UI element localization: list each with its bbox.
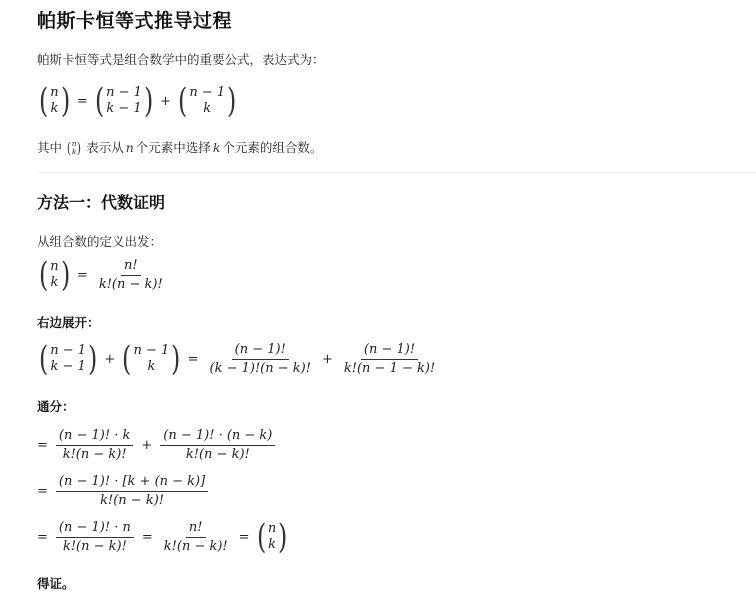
fraction: $\frac{(n - 1)!}{(k - 1)!(n - k)!}$ bbox=[209, 342, 311, 376]
binom-n1-k: ( n − 1 k ) bbox=[178, 81, 237, 121]
fraction: $\frac{(n - 1)! \cdot n}{k!(n - k)!}$ bbox=[56, 520, 134, 554]
pascal-identity-formula: ( n k ) = ( n − 1 k − 1 ) + ( n − 1 k ) bbox=[38, 81, 237, 121]
inline-binom: ( n k ) bbox=[66, 139, 82, 157]
definition-text: 从组合数的定义出发： bbox=[37, 234, 163, 249]
expand-formula: ( n − 1 k − 1 ) + ( n − 1 k ) = $\frac{(n - 1)!}{(k - 1)!(n - k)!}$ + $\frac{(n - 1)!}{k!(n - 1 - k)!}$ bbox=[37, 342, 441, 376]
fraction: $\frac{n!}{k!(n - k)!}$ bbox=[98, 258, 163, 292]
binom-n-k: ( n k ) bbox=[38, 81, 70, 121]
fraction: $\frac{(n - 1)!}{k!(n - 1 - k)!}$ bbox=[343, 342, 436, 376]
meaning-text: 其中 ( n k ) 表示从 n 个元素中选择 k 个元素的组合数。 bbox=[37, 139, 323, 157]
intro-text: 帕斯卡恒等式是组合数学中的重要公式，表达式为： bbox=[37, 52, 325, 67]
step1-formula: = $\frac{(n - 1)! \cdot k}{k!(n - k)!}$ + $\frac{(n - 1)! \cdot (n - k)}{k!(n - k)!}$ bbox=[37, 428, 278, 462]
method1-heading: 方法一：代数证明 bbox=[37, 193, 166, 212]
expand-label: 右边展开： bbox=[37, 315, 100, 330]
fraction: $\frac{(n - 1)! \cdot (n - k)}{k!(n - k)!}$ bbox=[160, 428, 275, 462]
definition-formula: ( n k ) = $\frac{n!}{k!(n - k)!}$ bbox=[37, 258, 169, 292]
binom-n1-k1: ( n − 1 k − 1 ) bbox=[94, 81, 154, 121]
common-denominator-label: 通分： bbox=[37, 399, 75, 414]
conclusion-text: 得证。 bbox=[37, 576, 75, 591]
step2-formula: = $\frac{(n - 1)! \cdot [k + (n - k)]}{k!(n - k)!}$ bbox=[37, 474, 211, 508]
step3-formula: = $\frac{(n - 1)! \cdot n}{k!(n - k)!}$ = $\frac{n!}{k!(n - k)!}$ = ( n k ) bbox=[37, 517, 288, 558]
fraction: $\frac{(n - 1)! \cdot k}{k!(n - k)!}$ bbox=[56, 428, 133, 462]
page-title: 帕斯卡恒等式推导过程 bbox=[37, 10, 233, 32]
section-divider bbox=[37, 172, 756, 173]
fraction: $\frac{(n - 1)! \cdot [k + (n - k)]}{k!(n - k)!}$ bbox=[56, 474, 208, 508]
fraction: $\frac{n!}{k!(n - k)!}$ bbox=[163, 520, 228, 554]
